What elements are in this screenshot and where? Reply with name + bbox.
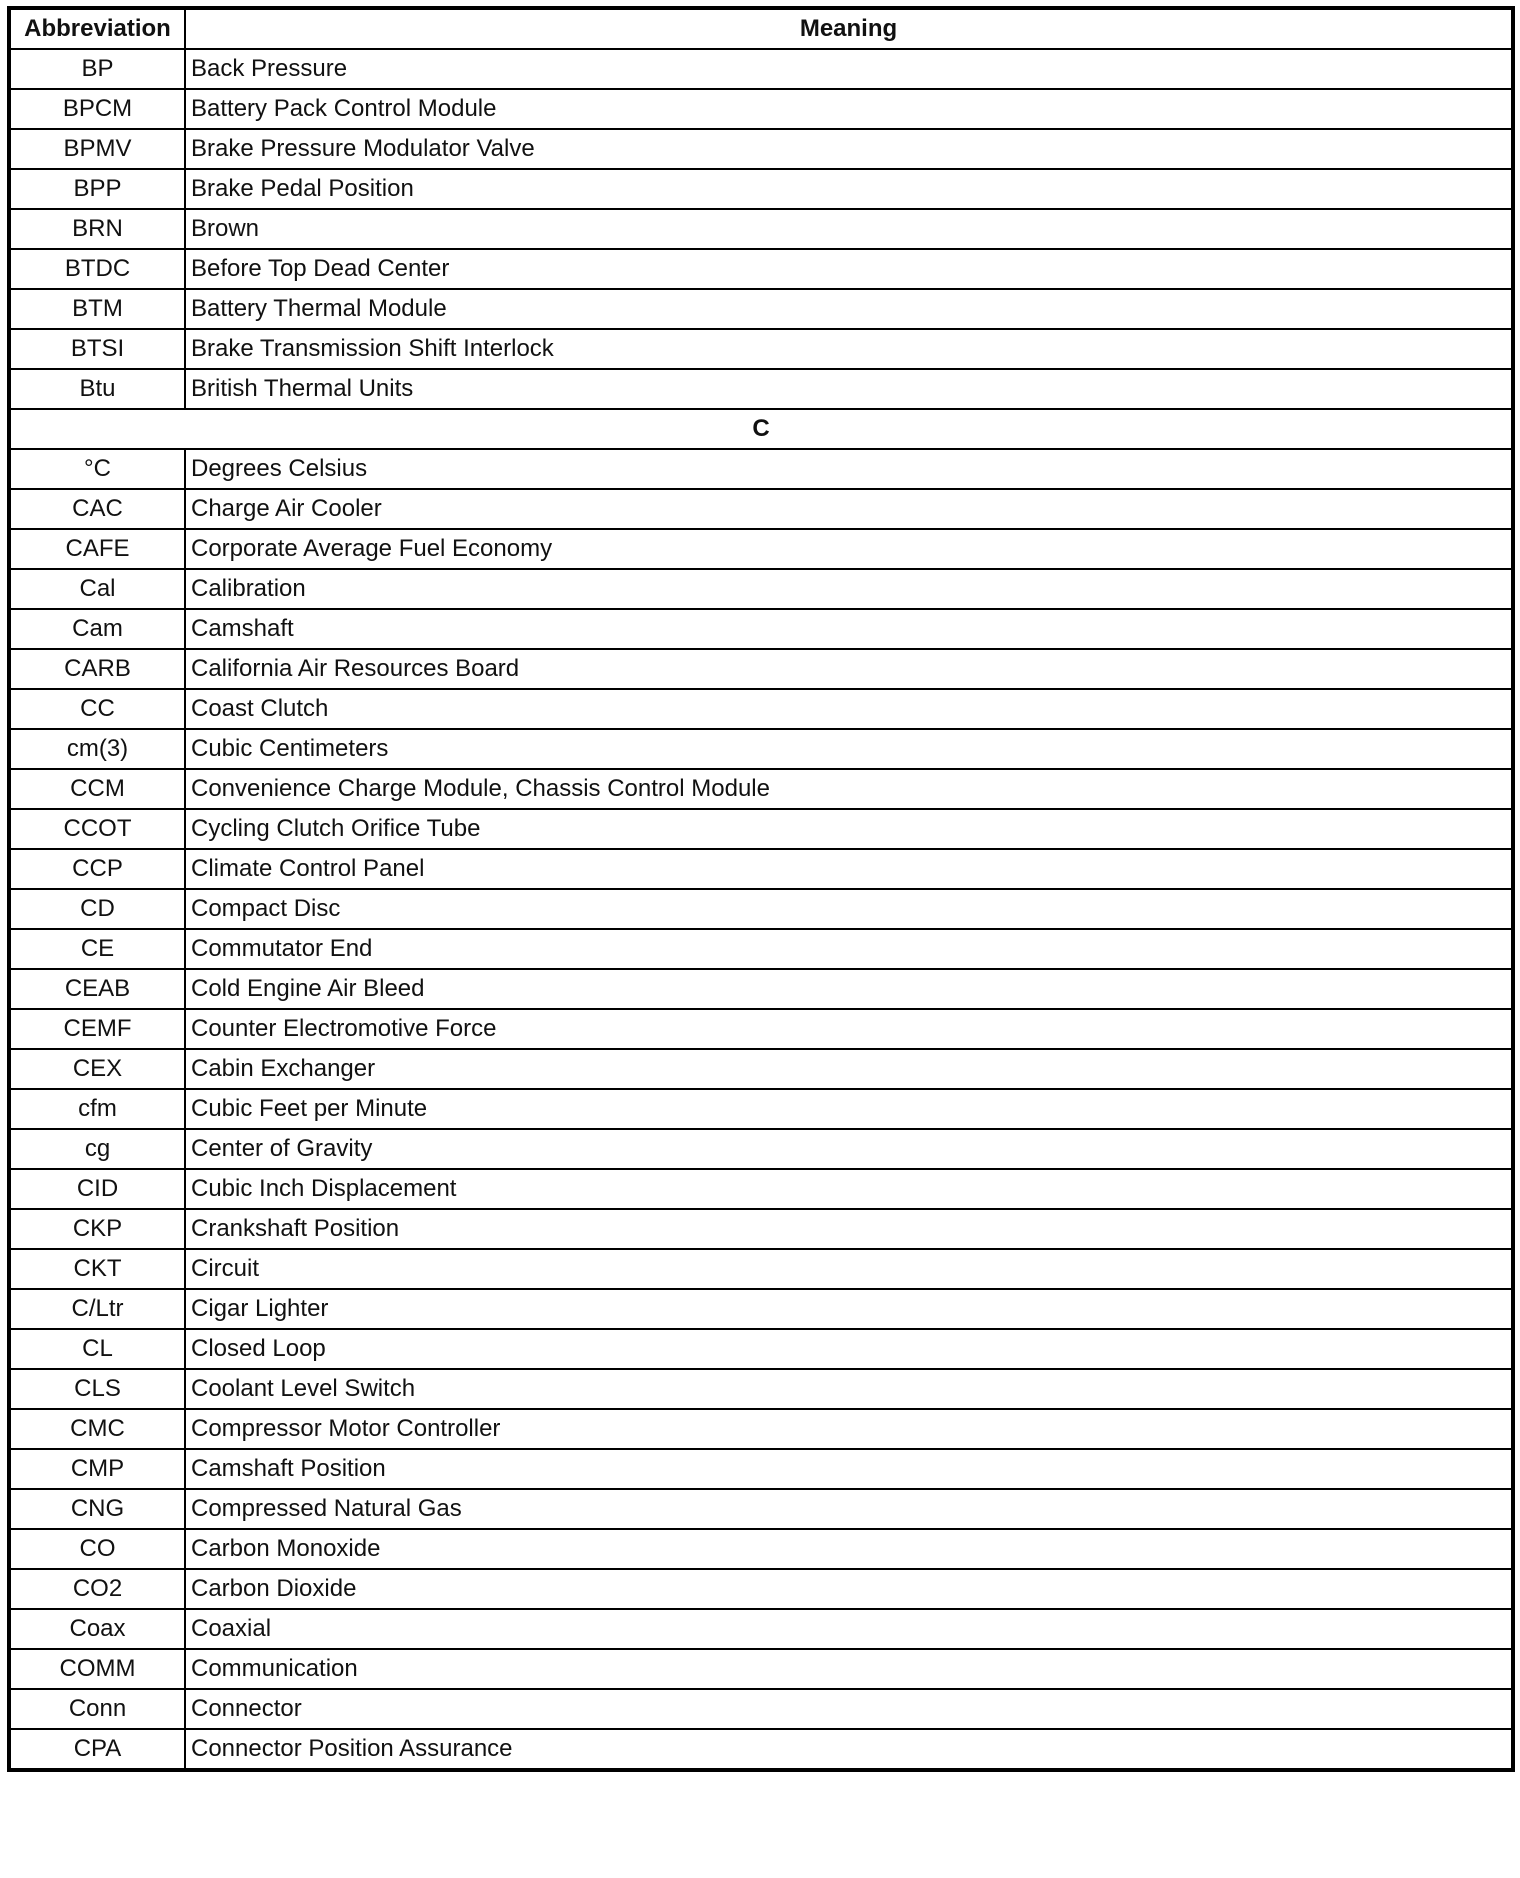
table-row xyxy=(9,929,1513,969)
section-letter: C xyxy=(9,409,1513,449)
meaning-cell: Connector xyxy=(185,1689,1513,1729)
meaning-cell: Cabin Exchanger xyxy=(185,1049,1513,1089)
meaning-cell: Cold Engine Air Bleed xyxy=(185,969,1513,1009)
meaning-cell: Cigar Lighter xyxy=(185,1289,1513,1329)
table-row xyxy=(9,1409,1513,1449)
table-row xyxy=(9,1009,1513,1049)
table-row xyxy=(9,1729,1513,1770)
table-row xyxy=(9,969,1513,1009)
abbreviation-cell: CKP xyxy=(9,1209,185,1249)
table-row xyxy=(9,1569,1513,1609)
meaning-cell: Back Pressure xyxy=(185,49,1513,89)
abbreviation-cell: BPP xyxy=(9,169,185,209)
table-row xyxy=(9,849,1513,889)
abbreviation-cell: cfm xyxy=(9,1089,185,1129)
meaning-cell: Compact Disc xyxy=(185,889,1513,929)
abbreviation-table xyxy=(7,6,1515,1772)
meaning-cell: Camshaft Position xyxy=(185,1449,1513,1489)
meaning-column-header: Meaning xyxy=(185,8,1513,49)
table-row xyxy=(9,289,1513,329)
table-header-row xyxy=(9,8,1513,49)
table-row xyxy=(9,1249,1513,1289)
table-row xyxy=(9,769,1513,809)
abbreviation-cell: CCM xyxy=(9,769,185,809)
meaning-cell: Coast Clutch xyxy=(185,689,1513,729)
abbreviation-cell: CARB xyxy=(9,649,185,689)
table-body xyxy=(9,49,1513,1770)
table-row xyxy=(9,1089,1513,1129)
table-row xyxy=(9,209,1513,249)
table-row xyxy=(9,249,1513,289)
meaning-cell: Carbon Dioxide xyxy=(185,1569,1513,1609)
section-header-row xyxy=(9,409,1513,449)
meaning-cell: British Thermal Units xyxy=(185,369,1513,409)
meaning-cell: Camshaft xyxy=(185,609,1513,649)
abbreviation-cell: BPMV xyxy=(9,129,185,169)
meaning-cell: Coaxial xyxy=(185,1609,1513,1649)
abbreviation-cell: CKT xyxy=(9,1249,185,1289)
meaning-cell: Calibration xyxy=(185,569,1513,609)
table-row xyxy=(9,1209,1513,1249)
table-row xyxy=(9,1609,1513,1649)
abbreviation-cell: Coax xyxy=(9,1609,185,1649)
meaning-cell: Connector Position Assurance xyxy=(185,1729,1513,1770)
abbreviation-cell: CL xyxy=(9,1329,185,1369)
table-row xyxy=(9,1489,1513,1529)
table-row xyxy=(9,1129,1513,1169)
meaning-cell: Battery Thermal Module xyxy=(185,289,1513,329)
table-row xyxy=(9,369,1513,409)
table-row xyxy=(9,329,1513,369)
table-row xyxy=(9,809,1513,849)
meaning-cell: Commutator End xyxy=(185,929,1513,969)
abbreviation-cell: BTM xyxy=(9,289,185,329)
abbreviation-cell: CEX xyxy=(9,1049,185,1089)
table-row xyxy=(9,1329,1513,1369)
abbreviation-cell: CLS xyxy=(9,1369,185,1409)
abbreviation-cell: CEMF xyxy=(9,1009,185,1049)
abbreviation-cell: CAFE xyxy=(9,529,185,569)
meaning-cell: Brake Transmission Shift Interlock xyxy=(185,329,1513,369)
meaning-cell: Convenience Charge Module, Chassis Control Module xyxy=(185,769,1513,809)
abbreviation-cell: cm(3) xyxy=(9,729,185,769)
abbreviation-cell: °C xyxy=(9,449,185,489)
table-row xyxy=(9,729,1513,769)
abbreviation-cell: CID xyxy=(9,1169,185,1209)
abbreviation-cell: BTSI xyxy=(9,329,185,369)
abbreviation-cell: CMC xyxy=(9,1409,185,1449)
abbreviation-cell: CCP xyxy=(9,849,185,889)
table-row xyxy=(9,449,1513,489)
table-row xyxy=(9,1529,1513,1569)
abbreviation-cell: CEAB xyxy=(9,969,185,1009)
meaning-cell: Carbon Monoxide xyxy=(185,1529,1513,1569)
table-row xyxy=(9,1369,1513,1409)
abbreviation-cell: CMP xyxy=(9,1449,185,1489)
abbreviation-cell: cg xyxy=(9,1129,185,1169)
table-row xyxy=(9,689,1513,729)
abbreviation-column-header: Abbreviation xyxy=(9,8,185,49)
abbreviation-cell: COMM xyxy=(9,1649,185,1689)
meaning-cell: Degrees Celsius xyxy=(185,449,1513,489)
table-row xyxy=(9,489,1513,529)
meaning-cell: Before Top Dead Center xyxy=(185,249,1513,289)
meaning-cell: Brake Pedal Position xyxy=(185,169,1513,209)
table-row xyxy=(9,1289,1513,1329)
abbreviation-cell: BPCM xyxy=(9,89,185,129)
abbreviation-cell: CE xyxy=(9,929,185,969)
table-row xyxy=(9,129,1513,169)
meaning-cell: Compressor Motor Controller xyxy=(185,1409,1513,1449)
table-row xyxy=(9,1449,1513,1489)
abbreviation-cell: Conn xyxy=(9,1689,185,1729)
meaning-cell: Cubic Feet per Minute xyxy=(185,1089,1513,1129)
table-row xyxy=(9,609,1513,649)
meaning-cell: Cubic Inch Displacement xyxy=(185,1169,1513,1209)
meaning-cell: Center of Gravity xyxy=(185,1129,1513,1169)
abbreviation-cell: CO xyxy=(9,1529,185,1569)
table-row xyxy=(9,49,1513,89)
abbreviation-cell: Cam xyxy=(9,609,185,649)
abbreviation-cell: BRN xyxy=(9,209,185,249)
meaning-cell: Climate Control Panel xyxy=(185,849,1513,889)
meaning-cell: Compressed Natural Gas xyxy=(185,1489,1513,1529)
abbreviation-cell: C/Ltr xyxy=(9,1289,185,1329)
table-row xyxy=(9,569,1513,609)
abbreviation-cell: BP xyxy=(9,49,185,89)
meaning-cell: Battery Pack Control Module xyxy=(185,89,1513,129)
table-row xyxy=(9,169,1513,209)
table-row xyxy=(9,1049,1513,1089)
meaning-cell: Coolant Level Switch xyxy=(185,1369,1513,1409)
meaning-cell: Cubic Centimeters xyxy=(185,729,1513,769)
abbreviation-cell: CD xyxy=(9,889,185,929)
meaning-cell: Brown xyxy=(185,209,1513,249)
abbreviation-cell: CNG xyxy=(9,1489,185,1529)
abbreviation-cell: CCOT xyxy=(9,809,185,849)
table-row xyxy=(9,1169,1513,1209)
meaning-cell: Communication xyxy=(185,1649,1513,1689)
meaning-cell: California Air Resources Board xyxy=(185,649,1513,689)
table-row xyxy=(9,529,1513,569)
abbreviation-cell: CAC xyxy=(9,489,185,529)
meaning-cell: Closed Loop xyxy=(185,1329,1513,1369)
meaning-cell: Crankshaft Position xyxy=(185,1209,1513,1249)
abbreviation-cell: BTDC xyxy=(9,249,185,289)
abbreviation-cell: CC xyxy=(9,689,185,729)
meaning-cell: Counter Electromotive Force xyxy=(185,1009,1513,1049)
table-row xyxy=(9,89,1513,129)
meaning-cell: Cycling Clutch Orifice Tube xyxy=(185,809,1513,849)
abbreviation-cell: Cal xyxy=(9,569,185,609)
table-row xyxy=(9,1649,1513,1689)
meaning-cell: Charge Air Cooler xyxy=(185,489,1513,529)
abbreviation-cell: CPA xyxy=(9,1729,185,1770)
table-row xyxy=(9,649,1513,689)
abbreviation-cell: CO2 xyxy=(9,1569,185,1609)
meaning-cell: Circuit xyxy=(185,1249,1513,1289)
table-row xyxy=(9,889,1513,929)
table-row xyxy=(9,1689,1513,1729)
meaning-cell: Brake Pressure Modulator Valve xyxy=(185,129,1513,169)
meaning-cell: Corporate Average Fuel Economy xyxy=(185,529,1513,569)
abbreviation-cell: Btu xyxy=(9,369,185,409)
